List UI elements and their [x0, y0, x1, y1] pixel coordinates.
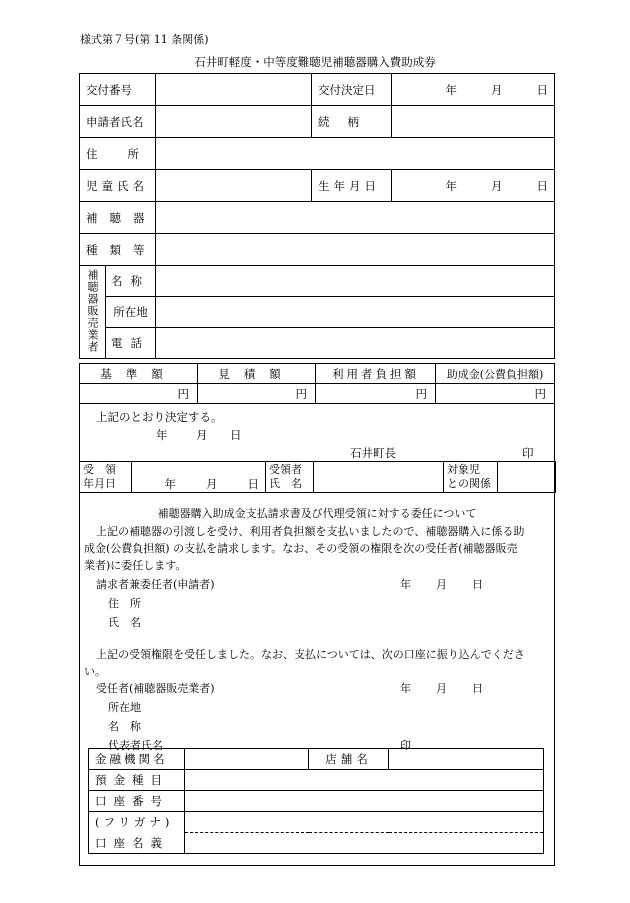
- type-field[interactable]: [156, 234, 555, 266]
- vendor-name-field[interactable]: [156, 266, 555, 297]
- mayor-seal: 印: [522, 446, 534, 460]
- subsidy-field[interactable]: 円: [436, 384, 555, 404]
- relation-field[interactable]: [392, 106, 555, 138]
- agent-year: 年: [400, 682, 411, 695]
- decision-text: 上記のとおり決定する。: [96, 410, 223, 424]
- amounts-table: [79, 363, 555, 404]
- mayor-label: 石井町長: [350, 446, 396, 460]
- agent-seal: 印: [400, 739, 411, 752]
- applicant-name-field[interactable]: [156, 106, 312, 138]
- delegation-para1-line1: 上記の補聴器の引渡しを受け、利用者負担額を支払いましたので、補聴器購入に係る助: [96, 525, 525, 538]
- bank-institution-label: 金融機関名: [89, 749, 185, 770]
- decision-date-month: 月: [196, 428, 208, 442]
- type-label: 種類等: [80, 234, 156, 266]
- bank-institution-field[interactable]: [185, 749, 309, 770]
- child-name-label: 児童氏名: [80, 170, 156, 202]
- deposit-type-label: 預金種目: [89, 770, 185, 791]
- child-name-field[interactable]: [156, 170, 312, 202]
- vendor-location-label: 所在地: [106, 297, 156, 328]
- delegation-para2-line1: 上記の受領権限を受任しました。なお、支払については、次の口座に振り込んでくださ: [96, 648, 525, 661]
- agent-month: 月: [436, 682, 447, 695]
- issue-number-field[interactable]: [156, 74, 312, 106]
- furigana-field[interactable]: [185, 812, 544, 833]
- delegation-para1-line3: 業者)に委任します。: [84, 559, 187, 572]
- vendor-location-field[interactable]: [156, 297, 555, 328]
- requester-address-label: 住 所: [108, 597, 141, 610]
- deposit-type-field[interactable]: [185, 770, 544, 791]
- decision-date-field[interactable]: 年 月 日: [392, 74, 555, 106]
- applicant-table: [79, 73, 555, 359]
- decision-date-year: 年: [156, 428, 168, 442]
- vendor-phone-field[interactable]: [156, 328, 555, 359]
- birth-date-field[interactable]: 年 月 日: [392, 170, 555, 202]
- subsidy-label: 助成金(公費負担額): [436, 364, 555, 384]
- decision-date-day: 日: [230, 428, 242, 442]
- requester-name-label: 氏 名: [108, 616, 141, 629]
- furigana-label: (フリガナ): [89, 812, 185, 833]
- vendor-group-label: 補聴器販売業者: [80, 266, 106, 359]
- decision-date-label: 交付決定日: [312, 74, 392, 106]
- decision-box: [79, 403, 555, 866]
- account-number-field[interactable]: [185, 791, 544, 812]
- hearing-aid-field[interactable]: [156, 202, 555, 234]
- requester-year: 年: [400, 578, 411, 591]
- child-relation-label: 対象児 との関係: [444, 462, 498, 493]
- base-amount-field[interactable]: 円: [80, 384, 198, 404]
- user-burden-field[interactable]: 円: [316, 384, 436, 404]
- delegation-para1-line2: 成金(公費負担額) の支払を請求します。なお、その受領の権限を次の受任者(補聴器販売: [84, 542, 518, 555]
- applicant-name-label: 申請者氏名: [80, 106, 156, 138]
- address-label: 住所: [80, 138, 156, 170]
- receipt-table: [79, 461, 556, 493]
- bank-branch-field[interactable]: [389, 749, 544, 770]
- estimate-amount-label: 見積額: [198, 364, 316, 384]
- agent-location-label: 所在地: [108, 701, 141, 714]
- issue-number-label: 交付番号: [80, 74, 156, 106]
- agent-day: 日: [472, 682, 483, 695]
- vendor-phone-label: 電話: [106, 328, 156, 359]
- account-holder-label: 口座名義: [89, 833, 185, 854]
- hearing-aid-label: 補聴器: [80, 202, 156, 234]
- child-relation-field[interactable]: [498, 462, 556, 493]
- base-amount-label: 基準額: [80, 364, 198, 384]
- estimate-amount-field[interactable]: 円: [198, 384, 316, 404]
- form-number: 様式第７号(第 11 条関係): [80, 33, 209, 46]
- delegation-para2-line2: い。: [84, 665, 106, 678]
- form-title: 石井町軽度・中等度難聴児補聴器購入費助成券: [194, 55, 436, 69]
- requester-day: 日: [472, 578, 483, 591]
- receipt-date-field[interactable]: 年 月 日: [132, 462, 266, 493]
- agent-label: 受任者(補聴器販売業者): [96, 682, 215, 695]
- relation-label: 続柄: [312, 106, 392, 138]
- receipt-date-label: 受 領 年月日: [80, 462, 132, 493]
- receiver-field[interactable]: [314, 462, 444, 493]
- agent-name-label: 名 称: [108, 720, 141, 733]
- address-field[interactable]: [156, 138, 555, 170]
- agent-rep-label: 代表者氏名: [108, 739, 163, 752]
- account-number-label: 口座番号: [89, 791, 185, 812]
- receiver-label: 受領者 氏 名: [266, 462, 314, 493]
- requester-month: 月: [436, 578, 447, 591]
- requester-label: 請求者兼委任者(申請者): [96, 578, 215, 591]
- bank-table: [88, 748, 544, 854]
- vendor-name-label: 名称: [106, 266, 156, 297]
- birth-date-label: 生年月日: [312, 170, 392, 202]
- account-holder-field[interactable]: [185, 833, 544, 854]
- delegation-title: 補聴器購入助成金支払請求書及び代理受領に対する委任について: [157, 507, 477, 520]
- user-burden-label: 利用者負担額: [316, 364, 436, 384]
- bank-branch-label: 店舗名: [309, 749, 389, 770]
